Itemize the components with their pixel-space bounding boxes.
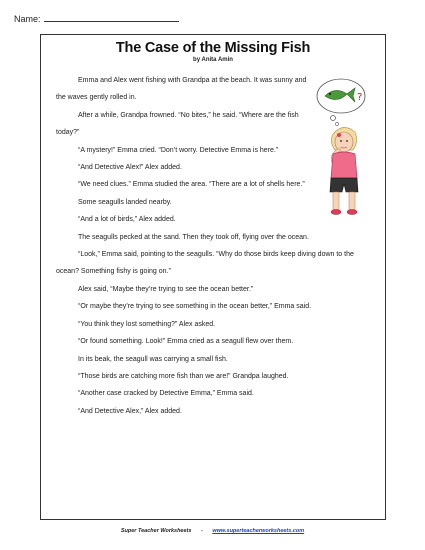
name-blank-line[interactable] [44, 21, 179, 22]
svg-text:?: ? [357, 92, 363, 103]
story-paragraph: The seagulls pecked at the sand. Then they took off, flying over the ocean. [78, 233, 309, 241]
story-paragraph: “Another case cracked by Detective Emma,” Emma said. [78, 390, 254, 398]
name-label: Name: [14, 14, 41, 24]
story-text [56, 72, 378, 420]
story-paragraph: “And Detective Alex,” Alex added. [78, 407, 182, 415]
worksheet-frame [40, 34, 386, 520]
story-paragraph: “A mystery!” Emma cried. “Don’t worry. Detective Emma is here.” [78, 146, 279, 154]
story-paragraph: Emma and Alex went fishing with Grandpa at the beach. It was sunny and the waves gently rolled in. [56, 77, 307, 102]
footer-url-link[interactable]: www.superteacherworksheets.com [212, 528, 305, 534]
worksheet-byline: by Anita Amin [193, 57, 233, 63]
story-paragraph: In its beak, the seagull was carrying a small fish. [78, 355, 228, 363]
story-paragraph: “And a lot of birds,” Alex added. [78, 216, 176, 224]
story-paragraph: “You think they lost something?” Alex asked. [78, 320, 216, 328]
story-paragraph: After a while, Grandpa frowned. “No bites,” he said. “Where are the fish today?” [56, 111, 299, 137]
story-paragraph: Some seagulls landed nearby. [78, 198, 172, 206]
story-paragraph: “We need clues.” Emma studied the area. “There are a lot of shells here.” [78, 181, 305, 189]
footer [0, 528, 425, 534]
worksheet-title: The Case of the Missing Fish [115, 40, 311, 56]
story-paragraph: “Or maybe they’re trying to see something in the ocean better,” Emma said. [78, 303, 312, 311]
story-paragraph: “And Detective Alex!” Alex added. [78, 164, 182, 172]
story-paragraph: “Look,” Emma said, pointing to the seagulls. “Why do those birds keep diving down to the ocean? Something fishy is going on.” [56, 251, 354, 276]
story-paragraph: Alex said, “Maybe they’re trying to see the ocean better.” [78, 285, 254, 293]
story-paragraph: “Or found something. Look!” Emma cried as a seagull flew over them. [78, 338, 294, 346]
footer-separator: - [200, 528, 203, 534]
footer-brand: Super Teacher Worksheets [120, 528, 192, 534]
name-field-row [14, 14, 179, 24]
story-paragraph: “Those birds are catching more fish than we are!” Grandpa laughed. [78, 372, 289, 380]
